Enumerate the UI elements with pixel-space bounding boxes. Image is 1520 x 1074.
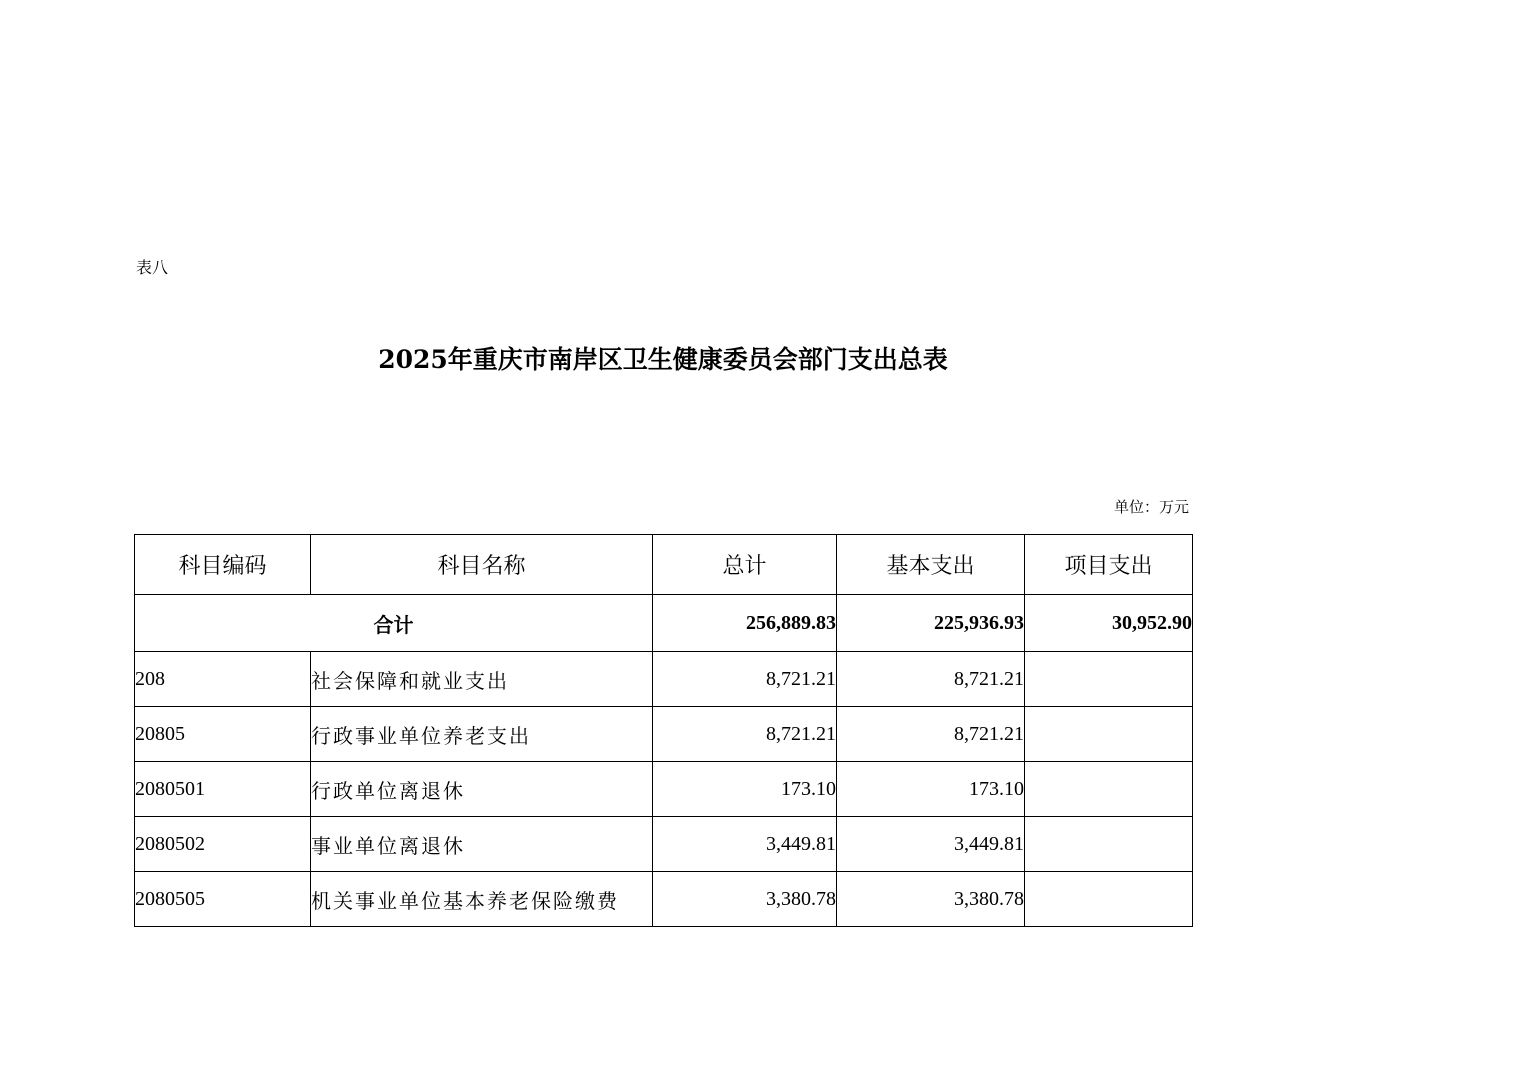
total-label: 合计 bbox=[135, 595, 653, 652]
row-total: 3,380.78 bbox=[653, 872, 837, 927]
total-total: 256,889.83 bbox=[653, 595, 837, 652]
row-code: 208 bbox=[135, 652, 311, 707]
table-row bbox=[135, 762, 1193, 817]
row-name: 机关事业单位基本养老保险缴费 bbox=[311, 872, 653, 927]
header-code: 科目编码 bbox=[135, 535, 311, 595]
total-basic: 225,936.93 bbox=[837, 595, 1025, 652]
header-total: 总计 bbox=[653, 535, 837, 595]
table-label: 表八 bbox=[136, 258, 169, 277]
row-project bbox=[1025, 762, 1193, 817]
table-row bbox=[135, 817, 1193, 872]
row-total: 3,449.81 bbox=[653, 817, 837, 872]
row-name: 社会保障和就业支出 bbox=[311, 652, 653, 707]
row-basic: 8,721.21 bbox=[837, 707, 1025, 762]
header-project: 项目支出 bbox=[1025, 535, 1193, 595]
row-total: 173.10 bbox=[653, 762, 837, 817]
row-basic: 3,380.78 bbox=[837, 872, 1025, 927]
row-name: 事业单位离退休 bbox=[311, 817, 653, 872]
row-name: 行政单位离退休 bbox=[311, 762, 653, 817]
row-project bbox=[1025, 652, 1193, 707]
row-project bbox=[1025, 817, 1193, 872]
row-basic: 8,721.21 bbox=[837, 652, 1025, 707]
row-code: 2080501 bbox=[135, 762, 311, 817]
table-row bbox=[135, 652, 1193, 707]
row-project bbox=[1025, 872, 1193, 927]
row-total: 8,721.21 bbox=[653, 707, 837, 762]
row-name: 行政事业单位养老支出 bbox=[311, 707, 653, 762]
row-basic: 3,449.81 bbox=[837, 817, 1025, 872]
row-code: 20805 bbox=[135, 707, 311, 762]
page-title: 2025年重庆市南岸区卫生健康委员会部门支出总表 bbox=[378, 345, 948, 374]
unit-label: 单位：万元 bbox=[1113, 498, 1189, 516]
table-header-row bbox=[135, 535, 1193, 595]
row-code: 2080502 bbox=[135, 817, 311, 872]
total-project: 30,952.90 bbox=[1025, 595, 1193, 652]
header-basic: 基本支出 bbox=[837, 535, 1025, 595]
expense-table bbox=[134, 534, 1193, 927]
row-total: 8,721.21 bbox=[653, 652, 837, 707]
row-code: 2080505 bbox=[135, 872, 311, 927]
total-row bbox=[135, 595, 1193, 652]
table-row bbox=[135, 872, 1193, 927]
header-name: 科目名称 bbox=[311, 535, 653, 595]
row-basic: 173.10 bbox=[837, 762, 1025, 817]
row-project bbox=[1025, 707, 1193, 762]
table-row bbox=[135, 707, 1193, 762]
